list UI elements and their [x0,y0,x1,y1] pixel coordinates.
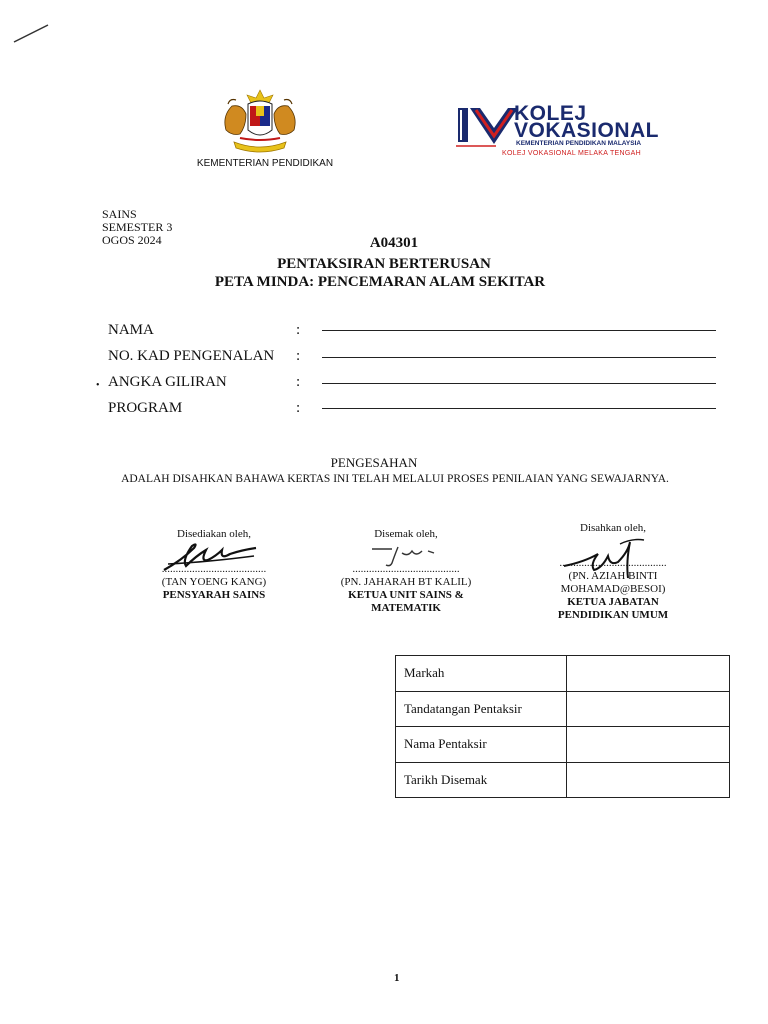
table-row [396,691,730,727]
course-code: A04301 [369,235,419,251]
table-row [396,762,730,798]
assessment-cell-nama-pentaksir[interactable] [567,727,730,763]
field-label-nama: NAMA [108,322,154,338]
kv-branch-name: KOLEJ VOKASIONAL MELAKA TENGAH [502,150,641,157]
signatory-position: KETUA JABATAN PENDIDIKAN UMUM [557,596,669,621]
kolej-wordmark: KOLEJ [514,102,587,125]
assessment-cell-tarikh[interactable] [567,762,730,798]
semester-label: SEMESTER 3 [102,220,173,234]
pengesahan-heading: PENGESAHAN [330,455,418,470]
signatory-position: PENSYARAH SAINS [162,589,266,601]
field-label-ic: NO. KAD PENGENALAN [108,348,275,364]
assessment-cell-tandatangan[interactable] [567,691,730,727]
signature-dotted-line: ...................................... [161,563,267,575]
assessment-title: PENTAKSIRAN BERTERUSAN [277,256,491,272]
assessment-label-markah: Markah [396,656,567,692]
table-row [396,727,730,763]
assessment-label-tarikh: Tarikh Disemak [396,762,567,798]
signatory-role-label: Disahkan oleh, [580,522,646,534]
signatory-role-label: Disediakan oleh, [177,528,251,540]
signature-mark-icon [158,540,268,574]
signatory-name: (PN. AZIAH BINTI MOHAMAD@BESOI) [560,570,666,595]
field-colon: : [296,322,301,338]
subject-label: SAINS [102,207,137,221]
page-number: 1 [394,972,400,984]
coat-of-arms-icon [212,86,308,158]
assessment-table [395,655,730,798]
field-colon: : [296,348,301,364]
signature-dotted-line: ....................................... [559,557,667,569]
vokasional-wordmark: VOKASIONAL [514,119,660,142]
bullet-mark: • [96,380,100,391]
field-colon: : [296,400,301,416]
field-label-angka-giliran: ANGKA GILIRAN [108,374,227,390]
field-input-program[interactable] [322,408,716,409]
signatory-name: (TAN YOENG KANG) [161,576,267,588]
pen-stroke-mark [12,22,52,46]
assignment-title: PETA MINDA: PENCEMARAN ALAM SEKITAR [214,274,546,290]
signature-mark-icon [560,536,660,580]
signature-mark-icon [368,543,458,569]
field-colon: : [296,374,301,390]
pengesahan-statement: ADALAH DISAHKAN BAHAWA KERTAS INI TELAH MELALUI PROSES PENILAIAN YANG SEWAJARNYA. [121,473,669,485]
assessment-label-tandatangan: Tandatangan Pentaksir [396,691,567,727]
ministry-label: KEMENTERIAN PENDIDIKAN [196,158,334,169]
signatory-checked [322,528,490,615]
table-row [396,656,730,692]
signatory-position: KETUA UNIT SAINS & MATEMATIK [348,589,464,614]
field-label-program: PROGRAM [108,400,183,416]
signatory-role-label: Disemak oleh, [374,528,438,540]
signatory-name: (PN. JAHARAH BT KALIL) [340,576,472,588]
assessment-cell-markah[interactable] [567,656,730,692]
field-input-ic[interactable] [322,357,716,358]
field-input-nama[interactable] [322,330,716,331]
signature-dotted-line: ....................................... [352,563,460,575]
field-input-angka-giliran[interactable] [322,383,716,384]
date-label: OGOS 2024 [102,233,162,247]
assessment-label-nama-pentaksir: Nama Pentaksir [396,727,567,763]
kv-subtitle: KEMENTERIAN PENDIDIKAN MALAYSIA [516,140,642,147]
